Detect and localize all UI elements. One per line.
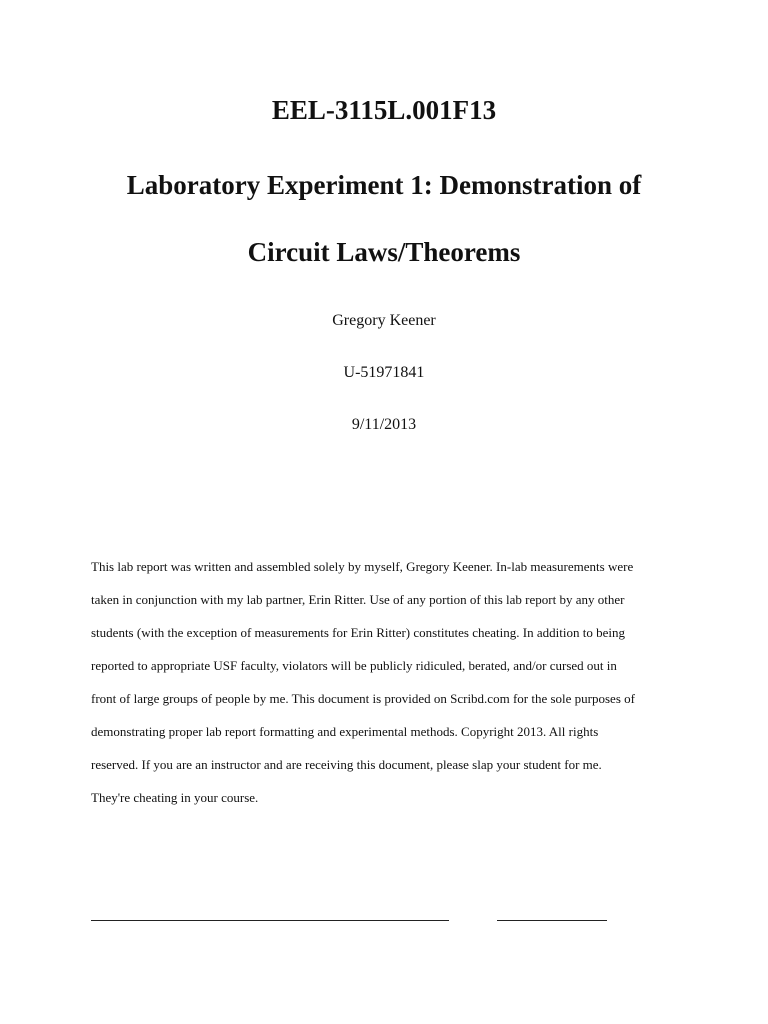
statement-line: front of large groups of people by me. This document is provided on Scribd.com for the sole purposes of — [91, 691, 635, 706]
statement-line: demonstrating proper lab report formatting and experimental methods. Copyright 2013. All rights — [91, 724, 599, 739]
statement-line: reported to appropriate USF faculty, violators will be publicly ridiculed, berated, and/or cursed out in — [91, 658, 617, 673]
statement-line: taken in conjunction with my lab partner, Erin Ritter. Use of any portion of this lab report by any other — [91, 592, 625, 607]
author-name: Gregory Keener — [332, 312, 436, 329]
report-title-line-2: Circuit Laws/Theorems — [247, 237, 521, 267]
signature-line — [91, 920, 449, 921]
statement-line: reserved. If you are an instructor and are receiving this document, please slap your student for me. — [91, 757, 602, 772]
statement-line: students (with the exception of measurements for Erin Ritter) constitutes cheating. In addition to being — [91, 625, 625, 640]
course-code: EEL-3115L.001F13 — [271, 95, 497, 125]
statement-line: This lab report was written and assembled solely by myself, Gregory Keener. In-lab measurements were — [91, 559, 634, 574]
report-date: 9/11/2013 — [351, 416, 417, 433]
signature-date-line — [497, 920, 607, 921]
honor-statement — [91, 550, 691, 814]
statement-line: They're cheating in your course. — [91, 790, 259, 805]
student-id: U-51971841 — [343, 364, 425, 381]
report-title-line-1: Laboratory Experiment 1: Demonstration of — [126, 170, 642, 200]
